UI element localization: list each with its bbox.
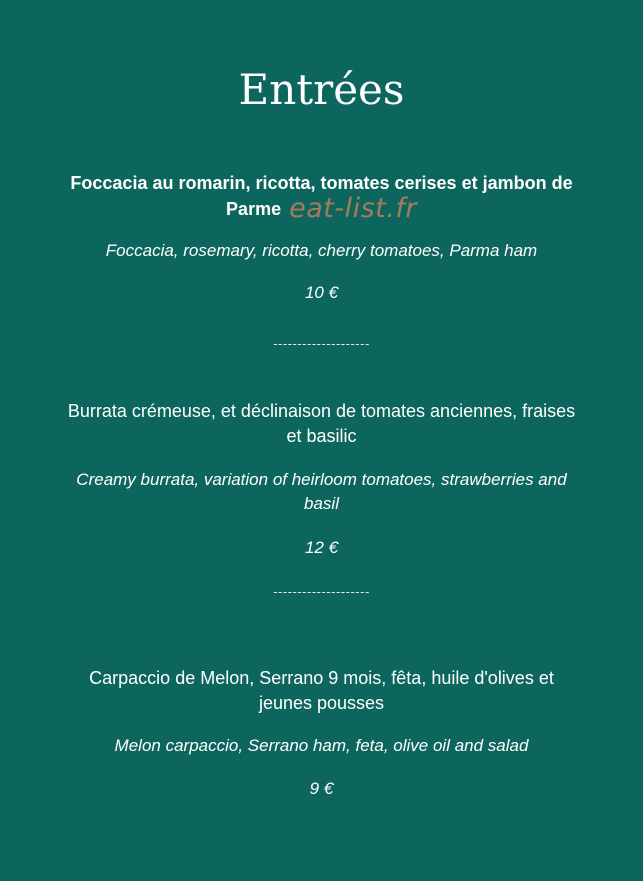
menu-item-price: 12 € — [304, 538, 339, 557]
page-title: Entrées — [238, 65, 405, 114]
watermark: eat-list.fr — [289, 193, 417, 224]
menu-item-name-en: Creamy burrata, variation of heirloom tomatoes, strawberries and basil — [76, 470, 567, 513]
menu-item-name-en: Melon carpaccio, Serrano ham, feta, olive oil and salad — [114, 736, 529, 755]
menu-item — [60, 666, 583, 800]
menu-item — [60, 399, 583, 559]
separator: -------------------- — [273, 584, 370, 599]
menu-item-name-fr: Burrata crémeuse, et déclinaison de tomates anciennes, fraises et basilic — [67, 401, 576, 446]
menu-item-price: 9 € — [309, 779, 334, 798]
menu-item-name-fr: Carpaccio de Melon, Serrano 9 mois, fêta, huile d'olives et jeunes pousses — [89, 668, 554, 713]
menu-item-name-fr-text: Foccacia au romarin, ricotta, tomates cerises et jambon de Parme — [70, 173, 573, 219]
separator: -------------------- — [273, 336, 370, 351]
menu-item-name-fr — [67, 171, 577, 222]
menu-item — [60, 171, 583, 304]
menu-item-name-en: Foccacia, rosemary, ricotta, cherry tomatoes, Parma ham — [105, 241, 538, 260]
menu-item-price: 10 € — [304, 283, 339, 302]
